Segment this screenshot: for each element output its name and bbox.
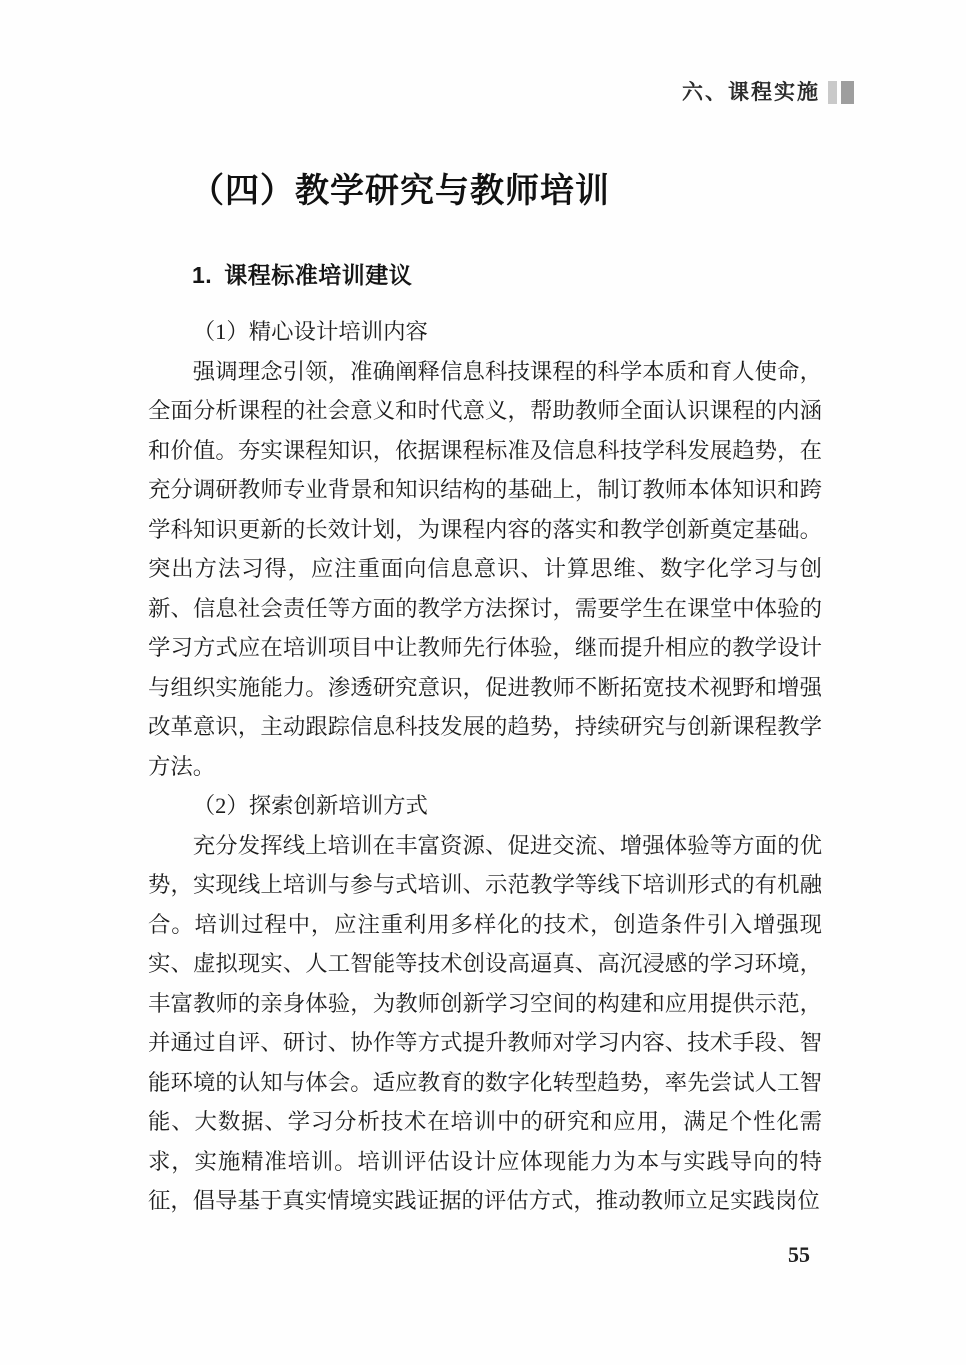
section-title: 课程标准培训建议 bbox=[224, 262, 413, 288]
body-paragraph-1: 强调理念引领，准确阐释信息科技课程的科学本质和育人使命，全面分析课程的社会意义和时代意义，帮助教师全面认识课程的内涵和价值。夯实课程知识，依据课程标准及信息科技学科发展趋势，在充分调研教师专业背景和知识结构的基础上，制订教师本体知识和跨学科知识更新的长效计划，为课程内容的落实和教学创新奠定基础。突出方法习得，应注重面向信息意识、计算思维、数字化学习与创新、信息社会责任等方面的教学方法探讨，需要学生在课堂中体验的学习方式应在培训项目中让教师先行体验，继而提升相应的教学设计与组织实施能力。渗透研究意识，促进教师不断拓宽技术视野和增强改革意识，主动跟踪信息科技发展的趋势，持续研究与创新课程教学方法。 bbox=[148, 358, 822, 779]
subsection-heading-1: （1）精心设计培训内容 bbox=[192, 319, 428, 344]
header-bar-light-icon bbox=[828, 81, 837, 104]
page-body bbox=[148, 312, 822, 1221]
page-number: 55 bbox=[788, 1242, 810, 1267]
header-decoration bbox=[828, 81, 854, 104]
body-paragraph-2: 充分发挥线上培训在丰富资源、促进交流、增强体验等方面的优势，实现线上培训与参与式培训、示范教学等线下培训形式的有机融合。培训过程中，应注重利用多样化的技术，创造条件引入增强现实、虚拟现实、人工智能等技术创设高逼真、高沉浸感的学习环境，丰富教师的亲身体验，为教师创新学习空间的构建和应用提供示范，并通过自评、研讨、协作等方式提升教师对学习内容、技术手段、智能环境的认知与体会。适应教育的数字化转型趋势，率先尝试人工智能、大数据、学习分析技术在培训中的研究和应用，满足个性化需求，实施精准培训。培训评估设计应体现能力为本与实践导向的特征，倡导基于真实情境实践证据的评估方式，推动教师立足实践岗位 bbox=[148, 832, 822, 1213]
subsection-heading-2: （2）探索创新培训方式 bbox=[192, 793, 428, 818]
header-chapter-label: 六、课程实施 bbox=[682, 80, 820, 104]
section-heading bbox=[192, 257, 412, 290]
page-title: （四）教学研究与教师培训 bbox=[190, 173, 610, 210]
section-number: 1. bbox=[192, 262, 213, 288]
header-bar-dark-icon bbox=[841, 81, 854, 104]
page-header bbox=[682, 80, 854, 104]
